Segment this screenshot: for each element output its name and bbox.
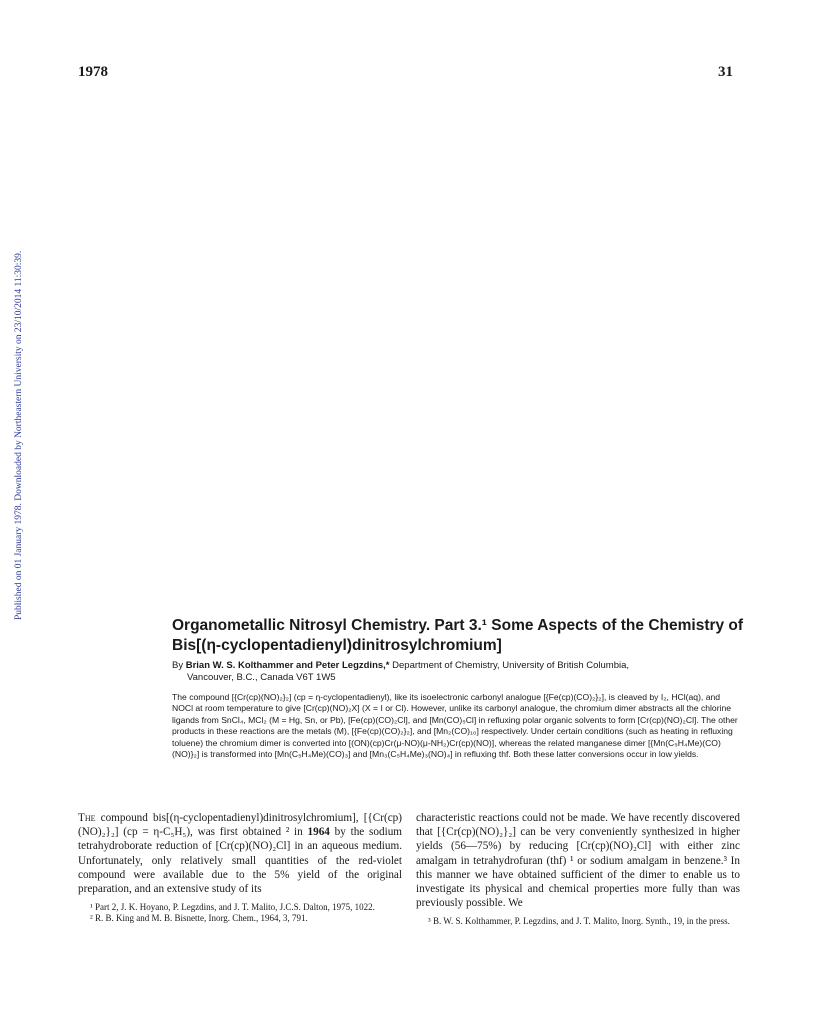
body-left-text-b: by the sodium tetrahydroborate reduction of [Cr(cp)(NO)₂Cl] in an aqueous medium. Unfortunately, only relatively small quantities of the red-violet compound were available due to the 5% yield of the original preparation, and an extensive study of its	[78, 826, 402, 896]
affiliation-line-2: Vancouver, B.C., Canada V6T 1W5	[187, 672, 336, 683]
footnote-3: ³ B. W. S. Kolthammer, P. Legzdins, and J. T. Malito, Inorg. Synth., 19, in the press.	[428, 916, 730, 927]
download-notice[interactable]: Published on 01 January 1978. Downloaded by Northeastern University on 23/10/2014 11:30:39.	[14, 250, 24, 620]
body-left-year: 1964	[307, 826, 330, 839]
authors-prefix: By	[172, 660, 184, 671]
header-year: 1978	[78, 64, 108, 80]
footnotes-left	[78, 902, 402, 924]
article-title: Organometallic Nitrosyl Chemistry. Part 3.¹ Some Aspects of the Chemistry of Bis[(η-cyclopentadienyl)dinitrosylchromium]	[172, 617, 744, 654]
lead-word: The	[78, 812, 96, 824]
footnote-1: ¹ Part 2, J. K. Hoyano, P. Legzdins, and J. T. Malito, J.C.S. Dalton, 1975, 1022.	[90, 902, 375, 913]
author-block	[172, 660, 750, 684]
author-names: Brian W. S. Kolthammer and Peter Legzdins,*	[185, 660, 390, 671]
footnotes-right	[416, 916, 740, 927]
footnote-2: ² R. B. King and M. B. Bisnette, Inorg. Chem., 1964, 3, 791.	[90, 913, 308, 924]
abstract: The compound [{Cr(cp)(NO)₂}₂] (cp = η-cyclopentadienyl), like its isoelectronic carbonyl analogue [{Fe(cp)(CO)₂}₂], is cleaved by I₂, HCl(aq), and NOCl at room temperature to give [Cr(cp)(NO)₂X] (X = I or Cl). However, unlike its carbonyl analogue, the chromium dimer abstracts all the chlorine ligands from SnCl₄, MCl₂ (M = Hg, Sn, or Pb), [Fe(cp)(CO)₂Cl], and [Mn(CO)₅Cl] in refluxing polar organic solvents to form [Cr(cp)(NO)₂Cl]. The other products in these reactions are the metals (M), [{Fe(cp)(CO)₂}₂], and [Mn₂(CO)₁₀] respectively. Under certain conditions (such as heating in refluxing toluene) the chromium dimer is converted into [(ON)(cp)Cr(μ-NO)(μ-NH₂)Cr(cp)(NO)], whereas the related manganese dimer [{Mn(C₅H₄Me)(CO)(NO)}₂] is transformed into [Mn(C₅H₄Me)(CO)₃] and [Mn₃(C₅H₄Me)₃(NO)₄] in refluxing thf. Both these latter conversions occur in low yields.	[172, 692, 738, 760]
body-column-left	[78, 811, 402, 924]
affiliation-line-1: Department of Chemistry, University of British Columbia,	[392, 660, 630, 671]
body-paragraph-right: characteristic reactions could not be made. We have recently discovered that [{Cr(cp)(NO)₂}₂] can be very conveniently synthesized in higher yields (56—75%) by reducing [Cr(cp)(NO)₂Cl] with either zinc amalgam in tetrahydrofuran (thf) ¹ or sodium amalgam in benzene.³ In this manner we have obtained sufficient of the dimer to enable us to investigate its physical and chemical properties more fully than was previously possible. We	[416, 812, 740, 910]
body-paragraph-left	[78, 811, 402, 896]
body-column-right	[416, 811, 740, 927]
body-left-text-a: compound bis[(η-cyclopentadienyl)dinitrosylchromium], [{Cr(cp)(NO)₂}₂] (cp = η-C₅H₅), was first obtained ² in	[78, 812, 402, 839]
page-number: 31	[718, 64, 733, 80]
